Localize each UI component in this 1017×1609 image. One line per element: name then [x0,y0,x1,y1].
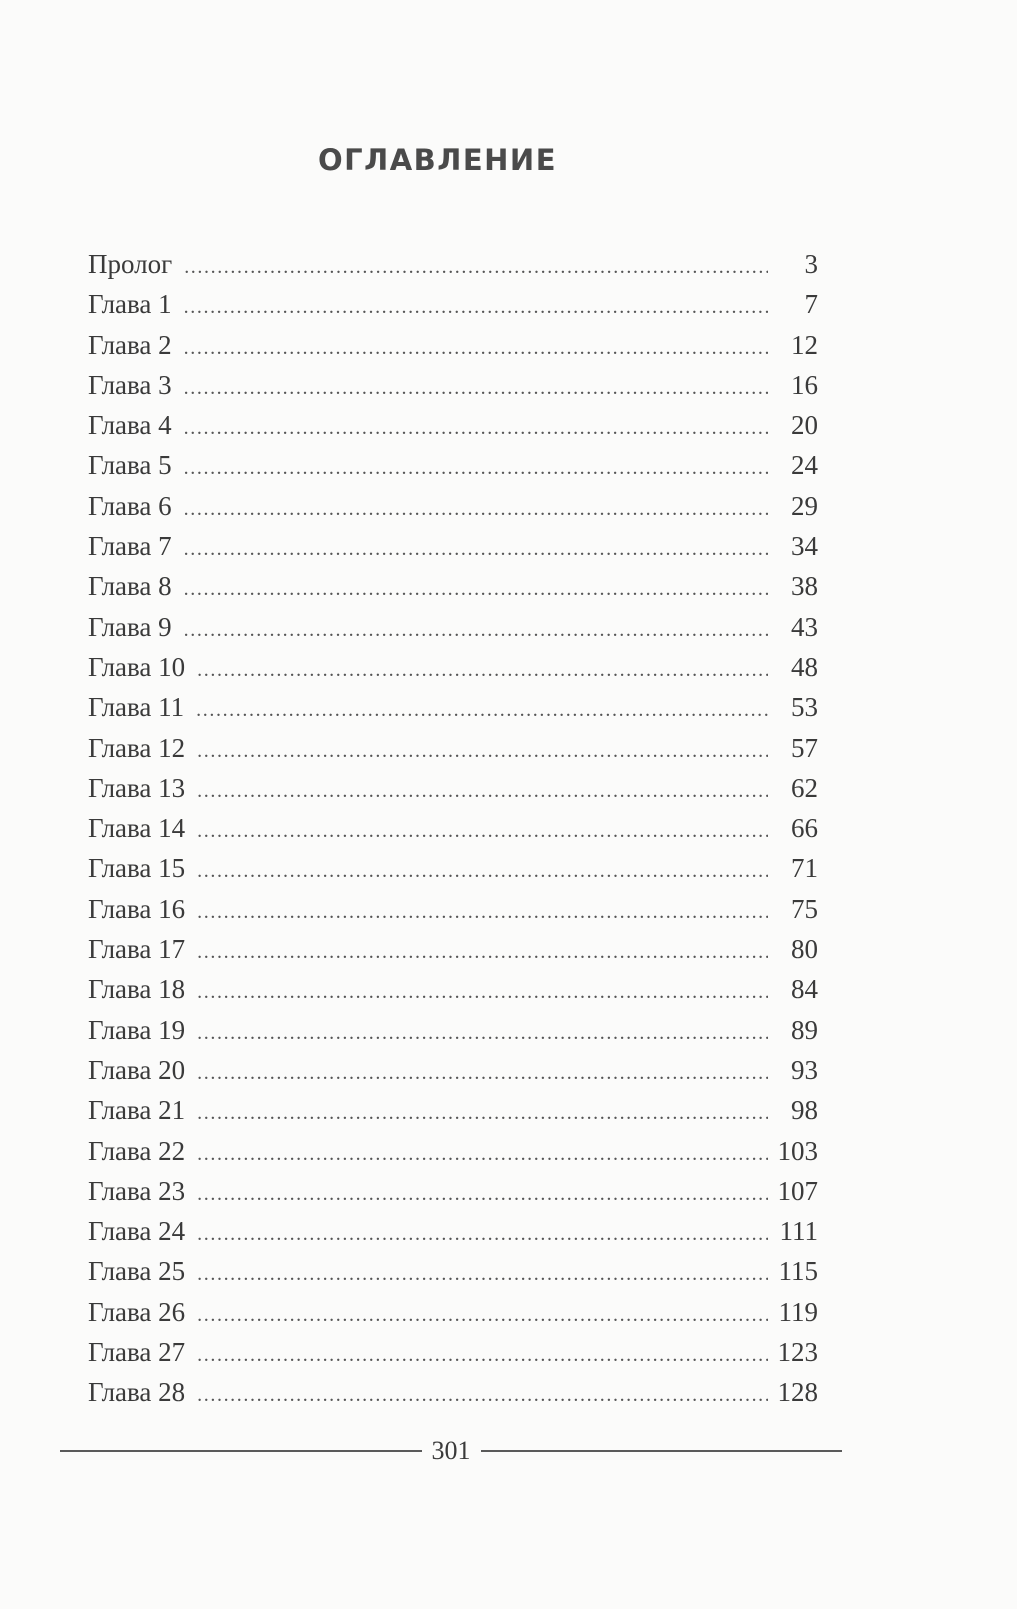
toc-entry-label: Пролог [88,249,173,279]
toc-entry-label: Глава 2 [88,329,172,360]
toc-dot-leader [197,731,768,771]
footer-rule-right [481,1450,843,1452]
toc-entry-page: 107 [777,1175,818,1206]
toc-dot-leader [197,1375,768,1415]
toc-dot-leader [184,247,768,287]
toc-entry-page: 48 [791,651,818,682]
toc-entry [88,445,818,485]
toc-entry-page: 34 [791,531,818,562]
toc-dot-leader [197,1093,768,1133]
toc-entry [88,1292,818,1332]
toc-entry-label: Глава 15 [88,853,186,884]
toc-entry-page: 71 [791,853,818,884]
toc-entry [88,848,818,888]
toc-entry-page: 7 [804,289,818,320]
toc-entry-label: Глава 17 [88,934,186,965]
toc-entry [88,1050,818,1090]
toc-entry [88,1090,818,1130]
toc-entry [88,526,818,566]
toc-dot-leader [196,690,768,730]
page-number: 301 [431,1436,471,1465]
toc-entry [88,1010,818,1050]
toc-entry-page: 29 [791,490,818,521]
toc-dot-leader [184,287,768,327]
toc-entry-page: 98 [791,1095,818,1126]
page-title: ОГЛАВЛЕНИЕ [317,143,557,178]
toc-dot-leader [197,1254,768,1294]
toc-entry-label: Глава 8 [88,571,172,602]
toc-dot-leader [184,569,768,609]
toc-entry-page: 62 [791,772,818,803]
toc-entry [88,405,818,445]
toc-dot-leader [197,1214,768,1254]
toc-entry-page: 57 [791,732,818,763]
toc-entry-page: 123 [777,1337,818,1368]
toc-entry [88,566,818,606]
toc-entry-label: Глава 1 [88,289,172,320]
toc-entry-label: Глава 16 [88,893,186,924]
toc-entry [88,687,818,727]
toc-dot-leader [197,1335,768,1375]
toc-entry [88,486,818,526]
toc-dot-leader [184,489,768,529]
toc-entry-label: Глава 20 [88,1054,186,1085]
toc-entry-label: Глава 9 [88,611,172,642]
toc-entry [88,244,818,284]
toc-entry [88,647,818,687]
toc-entry-label: Глава 14 [88,813,186,844]
toc-entry-label: Глава 7 [88,531,172,562]
toc-entry-page: 111 [779,1216,818,1247]
toc-entry [88,1171,818,1211]
toc-dot-leader [197,1053,768,1093]
toc-entry [88,969,818,1009]
toc-dot-leader [197,650,768,690]
toc-dot-leader [184,448,768,488]
toc-dot-leader [197,932,768,972]
toc-entry-label: Глава 6 [88,490,172,521]
toc-entry-page: 103 [777,1135,818,1166]
toc-dot-leader [197,1134,768,1174]
toc-entry-page: 20 [791,410,818,441]
toc-entry-page: 3 [804,249,818,279]
toc-entry [88,1131,818,1171]
toc-dot-leader [197,811,768,851]
toc-entry [88,1332,818,1372]
toc-entry-label: Глава 5 [88,450,172,481]
toc-entry-label: Глава 12 [88,732,186,763]
toc-entry [88,1211,818,1251]
toc-entry [88,929,818,969]
toc-entry [88,365,818,405]
toc-entry-label: Глава 22 [88,1135,186,1166]
toc-dot-leader [184,529,768,569]
toc-entry-label: Глава 13 [88,772,186,803]
toc-entry-page: 128 [777,1377,818,1408]
toc-dot-leader [197,892,768,932]
toc-entry-label: Глава 26 [88,1296,186,1327]
toc-entry-label: Глава 28 [88,1377,186,1408]
toc-entry-label: Глава 3 [88,369,172,400]
toc-dot-leader [184,368,768,408]
toc-entry [88,1372,818,1412]
toc-entry [88,728,818,768]
toc-entry [88,768,818,808]
toc-entry-page: 16 [791,369,818,400]
toc-entry [88,889,818,929]
toc-entry-page: 115 [778,1256,818,1287]
toc-dot-leader [197,851,768,891]
toc-dot-leader [197,972,768,1012]
toc-entry-page: 66 [791,813,818,844]
toc-entry-page: 24 [791,450,818,481]
toc-entry-label: Глава 11 [88,692,185,723]
table-of-contents [88,244,818,1413]
toc-entry-label: Глава 27 [88,1337,186,1368]
toc-entry-page: 93 [791,1054,818,1085]
toc-entry [88,1251,818,1291]
footer-rule-left [60,1450,422,1452]
toc-entry-page: 119 [778,1296,818,1327]
toc-entry-label: Глава 21 [88,1095,186,1126]
toc-entry-page: 89 [791,1014,818,1045]
toc-entry-page: 75 [791,893,818,924]
toc-entry [88,284,818,324]
toc-entry-label: Глава 19 [88,1014,186,1045]
toc-dot-leader [184,408,768,448]
toc-entry-page: 53 [791,692,818,723]
toc-entry [88,607,818,647]
toc-entry-label: Глава 25 [88,1256,186,1287]
toc-dot-leader [184,328,768,368]
toc-entry-label: Глава 4 [88,410,172,441]
toc-dot-leader [197,1174,768,1214]
toc-entry [88,808,818,848]
toc-entry-page: 80 [791,934,818,965]
toc-dot-leader [197,771,768,811]
toc-entry-page: 12 [791,329,818,360]
toc-entry-page: 38 [791,571,818,602]
toc-dot-leader [184,610,768,650]
toc-entry [88,325,818,365]
toc-dot-leader [197,1013,768,1053]
toc-dot-leader [197,1295,768,1335]
toc-entry-page: 43 [791,611,818,642]
toc-entry-page: 84 [791,974,818,1005]
page-footer [60,1431,842,1471]
toc-entry-label: Глава 24 [88,1216,186,1247]
toc-entry-label: Глава 18 [88,974,186,1005]
toc-entry-label: Глава 23 [88,1175,186,1206]
toc-entry-label: Глава 10 [88,651,186,682]
